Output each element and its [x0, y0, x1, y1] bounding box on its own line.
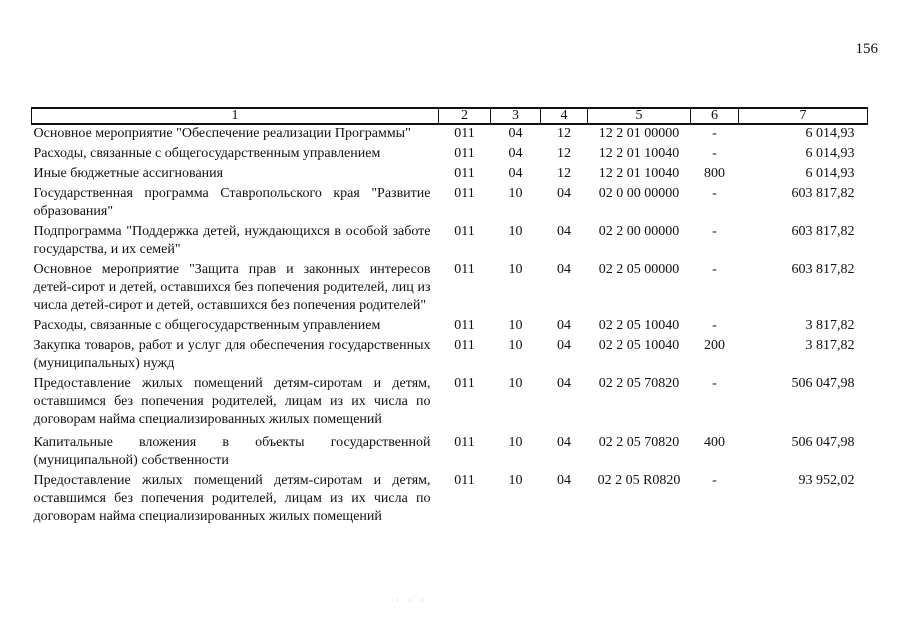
header-col-1: 1 [32, 108, 439, 124]
row-code-gr: 011 [454, 262, 475, 277]
table-row [32, 337, 868, 375]
row-code-target: 02 2 05 10040 [598, 338, 680, 353]
row-code-section: 10 [508, 186, 523, 201]
row-code-target: 02 2 05 R0820 [597, 473, 681, 488]
row-code-section: 04 [508, 166, 523, 181]
table-row [32, 124, 868, 145]
row-code-gr: 011 [454, 376, 475, 391]
row-code-section: 10 [508, 473, 523, 488]
row-code-subsection: 04 [557, 262, 571, 277]
table-row [32, 261, 868, 317]
header-col-2: 2 [439, 108, 491, 124]
row-code-subsection: 04 [557, 318, 571, 333]
row-code-target: 02 2 05 70820 [598, 435, 680, 450]
row-code-expense-type: 200 [704, 338, 725, 353]
row-code-expense-type: - [712, 473, 717, 488]
row-code-section: 04 [508, 146, 523, 161]
row-code-subsection: 12 [557, 166, 571, 181]
row-amount: 6 014,93 [805, 166, 855, 181]
row-name: Иные бюджетные ассигнования [33, 166, 224, 181]
row-code-section: 10 [508, 224, 523, 239]
row-code-subsection: 12 [557, 146, 571, 161]
row-code-gr: 011 [454, 473, 475, 488]
row-code-expense-type: - [712, 376, 717, 391]
row-name: Подпрограмма "Поддержка детей, нуждающихся в особой заботе государства, и их семей" [33, 224, 431, 257]
row-amount: 6 014,93 [805, 126, 855, 141]
table-header-row [32, 108, 868, 124]
row-code-subsection: 04 [557, 338, 571, 353]
row-name: Предоставление жилых помещений детям-сиротам и детям, оставшимся без попечения родителей, лицам из их числа по договорам найма специализированных жилых помещений [33, 473, 431, 524]
page-number: 156 [855, 41, 878, 57]
row-code-gr: 011 [454, 435, 475, 450]
row-amount: 93 952,02 [798, 473, 855, 488]
row-code-subsection: 04 [557, 473, 571, 488]
table-row [32, 375, 868, 434]
row-code-target: 02 2 05 00000 [598, 262, 680, 277]
table-row [32, 165, 868, 185]
row-code-target: 02 2 05 10040 [598, 318, 680, 333]
row-code-subsection: 12 [557, 126, 571, 141]
row-amount: 603 817,82 [791, 224, 855, 239]
row-code-section: 04 [508, 126, 523, 141]
row-code-expense-type: 400 [704, 435, 725, 450]
row-name: Предоставление жилых помещений детям-сиротам и детям, оставшимся без попечения родителей, лицам из их числа по договорам найма специализированных жилых помещений [33, 376, 431, 427]
row-code-expense-type: - [712, 186, 717, 201]
row-code-subsection: 04 [557, 376, 571, 391]
header-col-7: 7 [739, 108, 868, 124]
row-name: Расходы, связанные с общегосударственным управлением [33, 318, 381, 333]
row-code-target: 12 2 01 10040 [598, 146, 680, 161]
row-amount: 603 817,82 [791, 186, 855, 201]
row-code-expense-type: - [712, 146, 717, 161]
row-name: Капитальные вложения в объекты государственной (муниципальной) собственности [33, 435, 431, 468]
row-code-target: 02 0 00 00000 [598, 186, 680, 201]
row-name: Расходы, связанные с общегосударственным управлением [33, 146, 381, 161]
row-code-section: 10 [508, 435, 523, 450]
table-row [32, 472, 868, 528]
row-code-gr: 011 [454, 224, 475, 239]
row-code-section: 10 [508, 338, 523, 353]
row-code-gr: 011 [454, 146, 475, 161]
row-amount: 506 047,98 [791, 376, 855, 391]
table-row [32, 223, 868, 261]
row-code-section: 10 [508, 376, 523, 391]
row-code-target: 12 2 01 10040 [598, 166, 680, 181]
row-name: Основное мероприятие "Обеспечение реализации Программы" [33, 126, 411, 141]
row-amount: 3 817,82 [805, 318, 855, 333]
header-col-6: 6 [691, 108, 739, 124]
row-amount: 3 817,82 [805, 338, 855, 353]
row-code-gr: 011 [454, 126, 475, 141]
header-col-5: 5 [588, 108, 691, 124]
row-code-expense-type: - [712, 126, 717, 141]
row-code-expense-type: - [712, 318, 717, 333]
header-col-4: 4 [541, 108, 588, 124]
table-row [32, 185, 868, 223]
row-code-gr: 011 [454, 338, 475, 353]
budget-table [31, 107, 868, 528]
row-code-target: 02 2 05 70820 [598, 376, 680, 391]
row-name: Закупка товаров, работ и услуг для обеспечения государственных (муниципальных) нужд [33, 338, 431, 371]
row-name: Государственная программа Ставропольского края "Развитие образования" [33, 186, 431, 219]
row-code-expense-type: - [712, 224, 717, 239]
scan-specks: · · · [396, 596, 428, 605]
row-code-target: 12 2 01 00000 [598, 126, 680, 141]
row-code-subsection: 04 [557, 224, 571, 239]
row-amount: 506 047,98 [791, 435, 855, 450]
row-code-gr: 011 [454, 186, 475, 201]
row-code-target: 02 2 00 00000 [598, 224, 680, 239]
header-col-3: 3 [491, 108, 541, 124]
row-amount: 6 014,93 [805, 146, 855, 161]
row-name: Основное мероприятие "Защита прав и законных интересов детей-сирот и детей, оставшихся без попечения родителей, лиц из числа детей-сирот и детей, оставшихся без попечения родителей" [33, 262, 431, 313]
row-code-gr: 011 [454, 166, 475, 181]
row-code-expense-type: - [712, 262, 717, 277]
table-row [32, 317, 868, 337]
table-row [32, 145, 868, 165]
row-code-expense-type: 800 [704, 166, 725, 181]
row-code-subsection: 04 [557, 435, 571, 450]
row-code-section: 10 [508, 318, 523, 333]
row-code-gr: 011 [454, 318, 475, 333]
row-amount: 603 817,82 [791, 262, 855, 277]
row-code-subsection: 04 [557, 186, 571, 201]
table-row [32, 434, 868, 472]
row-code-section: 10 [508, 262, 523, 277]
